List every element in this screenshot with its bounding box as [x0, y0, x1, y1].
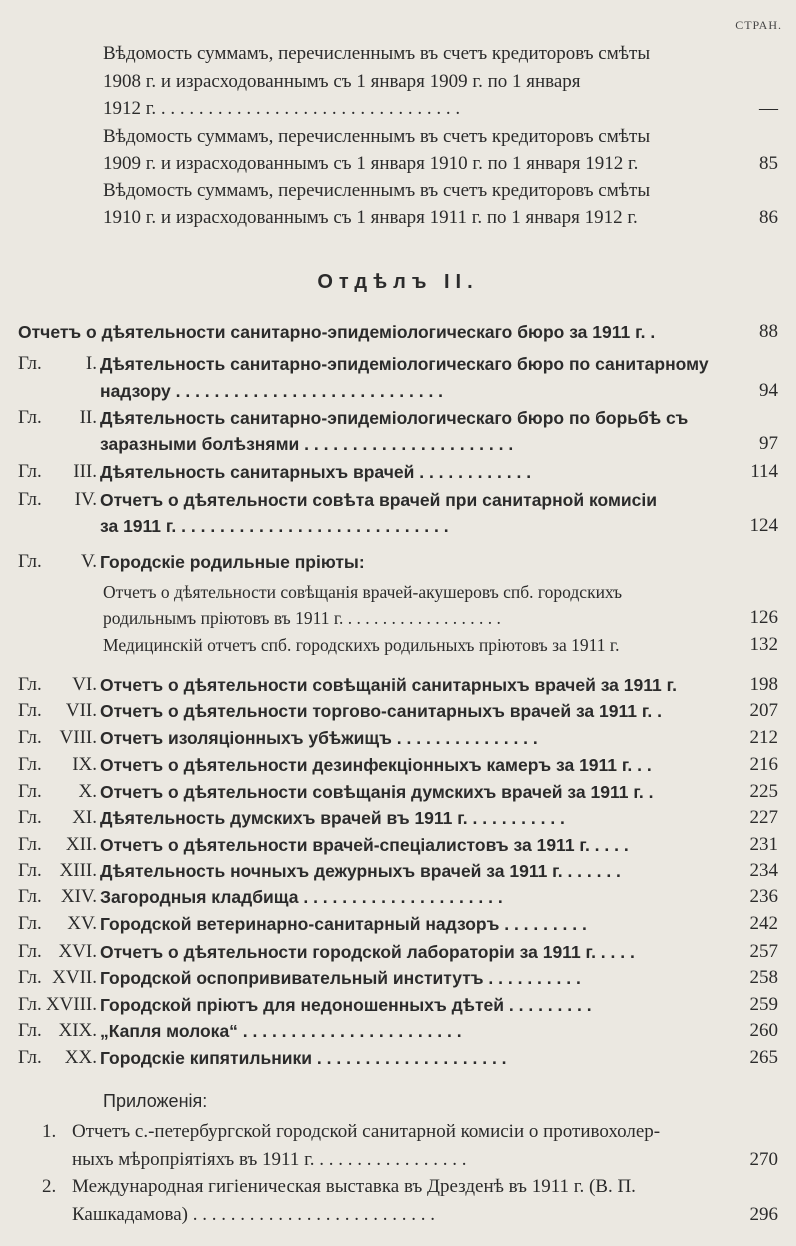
page-number: 234 — [749, 860, 778, 881]
entry-line: 1910 г. и израсходованнымъ съ 1 января 1911 г. по 1 января 1912 г. — [103, 207, 638, 228]
chapter-number: XV. — [67, 913, 97, 934]
page-number: 126 — [749, 607, 778, 628]
chapter-number: XIII. — [59, 860, 97, 881]
chapter-label: Гл. — [18, 551, 42, 572]
entry-line: Отчетъ о дѣятельности совѣщанія врачей-акушеровъ спб. городскихъ — [103, 582, 623, 602]
chapter-label: Гл. — [18, 781, 42, 802]
chapter-label: Гл. — [18, 1047, 42, 1068]
entry-line: 1908 г. и израсходованнымъ съ 1 января 1909 г. по 1 января — [103, 71, 581, 92]
page-number: 258 — [749, 967, 778, 988]
entry-line: Вѣдомость суммамъ, перечисленнымъ въ счетъ кредиторовъ смѣты — [103, 126, 651, 147]
entry-line: Отчетъ о дѣятельности городской лабораторіи за 1911 г. . . . . — [100, 942, 635, 962]
entry-line: Вѣдомость суммамъ, перечисленнымъ въ счетъ кредиторовъ смѣты — [103, 43, 651, 64]
page-number: 227 — [749, 807, 778, 828]
chapter-label: Гл. — [18, 674, 42, 695]
entry-line: Загородныя кладбища . . . . . . . . . . . . . . . . . . . . . — [100, 887, 503, 907]
chapter-label: Гл. — [18, 1020, 42, 1041]
entry-line: Отчетъ изоляціонныхъ убѣжищъ . . . . . . . . . . . . . . . — [100, 728, 538, 748]
chapter-number: VII. — [65, 700, 97, 721]
chapter-label: Гл. — [18, 967, 42, 988]
chapter-label: Гл. — [18, 860, 42, 881]
page-number: 242 — [749, 913, 778, 934]
entry-line: родильнымъ пріютовъ въ 1911 г. . . . . . . . . . . . . . . . . . . — [103, 608, 501, 628]
page-number: 198 — [749, 674, 778, 695]
chapter-number: IV. — [74, 489, 97, 510]
entry-line: Отчетъ о дѣятельности дезинфекціонныхъ камеръ за 1911 г. . . — [100, 755, 652, 775]
page-number: — — [759, 98, 778, 119]
entry-line: Отчетъ о дѣятельности врачей-спеціалистовъ за 1911 г. . . . . — [100, 835, 629, 855]
chapter-label: Гл. — [18, 754, 42, 775]
appendix-title: Приложенія: — [103, 1091, 208, 1111]
chapter-label: Гл. — [18, 407, 42, 428]
chapter-label: Гл. — [18, 727, 42, 748]
page-number: 207 — [749, 700, 778, 721]
page-number: 236 — [749, 886, 778, 907]
entry-line: 1909 г. и израсходованнымъ съ 1 января 1910 г. по 1 января 1912 г. — [103, 153, 639, 174]
page-number: 114 — [750, 461, 778, 482]
chapter-number: VIII. — [59, 727, 97, 748]
page-number: 225 — [749, 781, 778, 802]
chapter-label: Гл. — [18, 353, 42, 374]
entry-line: заразными болѣзнями . . . . . . . . . . . . . . . . . . . . . . — [100, 434, 514, 454]
page-number: 265 — [749, 1047, 778, 1068]
page-number: 270 — [749, 1149, 778, 1170]
entry-line: надзору . . . . . . . . . . . . . . . . . . . . . . . . . . . . — [100, 381, 444, 401]
chapter-number: XX. — [64, 1047, 97, 1068]
page-column-label: СТРАН. — [735, 18, 782, 32]
chapter-label: Гл. — [18, 994, 42, 1015]
section-title: Отдѣлъ II. — [317, 271, 479, 293]
entry-line: за 1911 г. . . . . . . . . . . . . . . . . . . . . . . . . . . . . — [100, 516, 449, 536]
page-number: 259 — [749, 994, 778, 1015]
page-number: 94 — [759, 380, 778, 401]
entry-line: Вѣдомость суммамъ, перечисленнымъ въ счетъ кредиторовъ смѣты — [103, 180, 651, 201]
chapter-number: XVII. — [52, 967, 97, 988]
chapter-label: Гл. — [18, 913, 42, 934]
chapter-label: Гл. — [18, 700, 42, 721]
entry-line: Дѣятельность санитарно-эпидеміологическаго бюро по санитарному — [100, 354, 709, 374]
chapter-number: III. — [73, 461, 97, 482]
chapter-label: Гл. — [18, 886, 42, 907]
entry-line: 1912 г. . . . . . . . . . . . . . . . . . . . . . . . . . . . . . . . . — [103, 98, 461, 119]
entry-line: Дѣятельность ночныхъ дежурныхъ врачей за 1911 г. . . . . . . — [100, 861, 621, 881]
entry-line: Городскіе кипятильники . . . . . . . . . . . . . . . . . . . . — [100, 1048, 507, 1068]
chapter-number: XIX. — [58, 1020, 97, 1041]
chapter-number: XVIII. — [45, 994, 97, 1015]
item-number: 1. — [42, 1121, 57, 1142]
entry-line: Отчетъ о дѣятельности совѣщанія думскихъ врачей за 1911 г. . — [100, 782, 654, 802]
chapter-number: I. — [85, 353, 97, 374]
page-number: 85 — [759, 153, 778, 174]
page-number: 216 — [749, 754, 778, 775]
page-number: 212 — [749, 727, 778, 748]
chapter-label: Гл. — [18, 807, 42, 828]
page-number: 124 — [749, 515, 778, 536]
entry-line: Отчетъ о дѣятельности торгово-санитарныхъ врачей за 1911 г. . — [100, 701, 662, 721]
page-number: 231 — [749, 834, 778, 855]
page-number: 88 — [759, 321, 778, 342]
chapter-label: Гл. — [18, 489, 42, 510]
chapter-label: Гл. — [18, 941, 42, 962]
chapter-number: XVI. — [58, 941, 97, 962]
page-number: 86 — [759, 207, 778, 228]
chapter-label: Гл. — [18, 461, 42, 482]
chapter-number: XIV. — [60, 886, 97, 907]
entry-line: Дѣятельность санитарно-эпидеміологическаго бюро по борьбѣ съ — [100, 408, 689, 428]
chapter-number: XI. — [72, 807, 97, 828]
chapter-number: II. — [79, 407, 97, 428]
entry-line: Дѣятельность думскихъ врачей въ 1911 г. . . . . . . . . . . — [100, 808, 565, 828]
chapter-number: V. — [80, 551, 97, 572]
entry-line: Дѣятельность санитарныхъ врачей . . . . . . . . . . . . — [100, 462, 532, 482]
entry-line: Медицинскій отчетъ спб. городскихъ родильныхъ пріютовъ за 1911 г. — [103, 635, 620, 655]
entry-line: Международная гигіеническая выставка въ Дрезденѣ въ 1911 г. (В. П. — [72, 1176, 636, 1197]
chapter-number: VI. — [72, 674, 97, 695]
entry-line: Городскіе родильные пріюты: — [100, 552, 365, 572]
entry-line: Отчетъ о дѣятельности совѣта врачей при санитарной комисіи — [100, 490, 658, 510]
entry-line: Отчетъ с.-петербургской городской санитарной комисіи о противохолер- — [72, 1121, 661, 1142]
page-number: 260 — [749, 1020, 778, 1041]
chapter-number: IX. — [72, 754, 97, 775]
item-number: 2. — [42, 1176, 57, 1197]
chapter-label: Гл. — [18, 834, 42, 855]
chapter-number: XII. — [65, 834, 97, 855]
entry-line: Отчетъ о дѣятельности совѣщаній санитарныхъ врачей за 1911 г. — [100, 675, 677, 695]
entry-line: Городской оспопрививательный институтъ . . . . . . . . . . — [100, 968, 581, 988]
entry-line: ныхъ мѣропріятіяхъ въ 1911 г. . . . . . . . . . . . . . . . . — [72, 1149, 467, 1170]
entry-line: Городской пріютъ для недоношенныхъ дѣтей . . . . . . . . . — [100, 995, 592, 1015]
page-number: 296 — [749, 1204, 778, 1225]
entry-line: Кашкадамова) . . . . . . . . . . . . . . . . . . . . . . . . . . — [72, 1204, 435, 1225]
entry-line: Отчетъ о дѣятельности санитарно-эпидеміологическаго бюро за 1911 г. . — [18, 322, 656, 342]
entry-line: „Капля молока“ . . . . . . . . . . . . . . . . . . . . . . . — [100, 1021, 462, 1041]
page-number: 97 — [759, 433, 778, 454]
page-number: 132 — [749, 634, 778, 655]
entry-line: Городской ветеринарно-санитарный надзоръ . . . . . . . . . — [100, 914, 587, 934]
page-number: 257 — [749, 941, 778, 962]
chapter-number: X. — [78, 781, 97, 802]
